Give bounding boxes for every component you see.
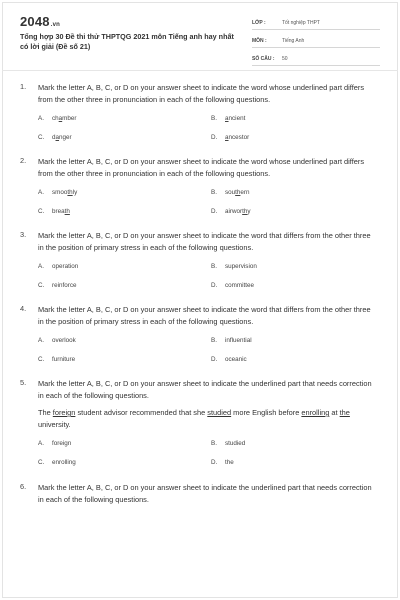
meta-key: SỐ CÂU : <box>252 56 275 62</box>
question-number: 6. <box>20 482 27 491</box>
option-letter: D. <box>211 356 218 363</box>
option-text: the <box>225 459 234 466</box>
meta-row-count <box>252 50 380 66</box>
option-a[interactable] <box>38 440 211 447</box>
answer-options <box>38 189 380 215</box>
option-b[interactable] <box>211 115 371 122</box>
question-number: 3. <box>20 230 27 239</box>
question-prompt: Mark the letter A, B, C, or D on your answer sheet to indicate the underlined part that needs correction in each of the following questions. <box>38 483 372 504</box>
option-text: smoothly <box>52 189 78 196</box>
option-text: southern <box>225 189 250 196</box>
option-text: airworthy <box>225 208 251 215</box>
meta-value: Tốt nghiệp THPT <box>282 20 320 26</box>
option-a[interactable] <box>38 263 211 270</box>
logo-suffix: .vn <box>50 22 61 28</box>
meta-value: 50 <box>282 56 288 62</box>
option-letter: B. <box>211 337 217 344</box>
option-letter: A. <box>38 189 44 196</box>
question-number: 4. <box>20 304 27 313</box>
option-text: danger <box>52 134 72 141</box>
option-a[interactable] <box>38 189 211 196</box>
option-text: furniture <box>52 356 76 363</box>
option-letter: C. <box>38 208 45 215</box>
logo-text: 2048 <box>20 14 50 29</box>
document-title: Tổng hợp 30 Đề thi thử THPTQG 2021 môn Tiếng anh hay nhất có lời giải (Đề số 21) <box>20 32 234 51</box>
option-c[interactable] <box>38 282 211 289</box>
answer-options <box>38 115 380 141</box>
option-c[interactable] <box>38 208 211 215</box>
page-header <box>20 14 380 66</box>
question-number: 2. <box>20 156 27 165</box>
option-b[interactable] <box>211 263 371 270</box>
option-text: ancient <box>225 115 246 122</box>
header-divider <box>2 70 398 71</box>
question-1 <box>20 82 380 141</box>
question-prompt: Mark the letter A, B, C, or D on your answer sheet to indicate the word that differs from the other three in the position of primary stress in each of the following questions. <box>38 231 371 252</box>
option-letter: C. <box>38 134 45 141</box>
option-d[interactable] <box>211 356 371 363</box>
option-d[interactable] <box>211 208 371 215</box>
option-letter: B. <box>211 440 217 447</box>
option-c[interactable] <box>38 459 211 466</box>
option-text: committee <box>225 282 255 289</box>
option-b[interactable] <box>211 440 371 447</box>
question-2 <box>20 156 380 215</box>
option-letter: C. <box>38 459 45 466</box>
option-b[interactable] <box>211 189 371 196</box>
option-d[interactable] <box>211 459 371 466</box>
question-prompt: Mark the letter A, B, C, or D on your answer sheet to indicate the underlined part that needs correction in each of the following questions. <box>38 379 372 400</box>
option-text: enrolling <box>52 459 76 466</box>
option-text: influential <box>225 337 252 344</box>
question-prompt: Mark the letter A, B, C, or D on your answer sheet to indicate the word whose underlined part differs from the other three in pronunciation in each of the following questions. <box>38 83 365 104</box>
option-text: foreign <box>52 440 72 447</box>
site-logo[interactable] <box>20 14 60 29</box>
option-b[interactable] <box>211 337 371 344</box>
option-a[interactable] <box>38 337 211 344</box>
option-text: operation <box>52 263 79 270</box>
question-6 <box>20 482 380 505</box>
question-number: 5. <box>20 378 27 387</box>
answer-options <box>38 440 380 466</box>
meta-key: MÔN : <box>252 38 267 44</box>
option-letter: B. <box>211 263 217 270</box>
exam-meta <box>252 14 380 68</box>
option-text: supervision <box>225 263 257 270</box>
option-c[interactable] <box>38 356 211 363</box>
question-4 <box>20 304 380 363</box>
option-letter: B. <box>211 115 217 122</box>
option-text: studied <box>225 440 246 447</box>
option-letter: A. <box>38 337 44 344</box>
option-letter: D. <box>211 459 218 466</box>
option-letter: C. <box>38 282 45 289</box>
meta-row-subject <box>252 32 380 48</box>
option-text: reinforce <box>52 282 77 289</box>
option-letter: D. <box>211 282 218 289</box>
option-text: breath <box>52 208 70 215</box>
option-letter: A. <box>38 115 44 122</box>
option-text: oceanic <box>225 356 247 363</box>
option-letter: D. <box>211 134 218 141</box>
meta-key: LỚP : <box>252 20 266 26</box>
question-sentence: The foreign student advisor recommended that she studied more English before enrolling at the university. <box>38 408 350 429</box>
option-text: ancestor <box>225 134 250 141</box>
option-letter: C. <box>38 356 45 363</box>
question-prompt: Mark the letter A, B, C, or D on your answer sheet to indicate the word that differs from the other three in the position of primary stress in each of the following questions. <box>38 305 371 326</box>
option-d[interactable] <box>211 282 371 289</box>
question-number: 1. <box>20 82 27 91</box>
meta-row-class <box>252 14 380 30</box>
option-d[interactable] <box>211 134 371 141</box>
option-a[interactable] <box>38 115 211 122</box>
option-letter: A. <box>38 263 44 270</box>
option-text: chamber <box>52 115 77 122</box>
question-prompt: Mark the letter A, B, C, or D on your answer sheet to indicate the word whose underlined part differs from the other three in pronunciation in each of the following questions. <box>38 157 365 178</box>
question-5 <box>20 378 380 466</box>
answer-options <box>38 263 380 289</box>
answer-options <box>38 337 380 363</box>
option-letter: A. <box>38 440 44 447</box>
option-letter: D. <box>211 208 218 215</box>
question-list <box>20 82 380 505</box>
option-c[interactable] <box>38 134 211 141</box>
meta-value: Tiếng Anh <box>282 38 305 44</box>
option-letter: B. <box>211 189 217 196</box>
question-3 <box>20 230 380 289</box>
option-text: overlook <box>52 337 76 344</box>
